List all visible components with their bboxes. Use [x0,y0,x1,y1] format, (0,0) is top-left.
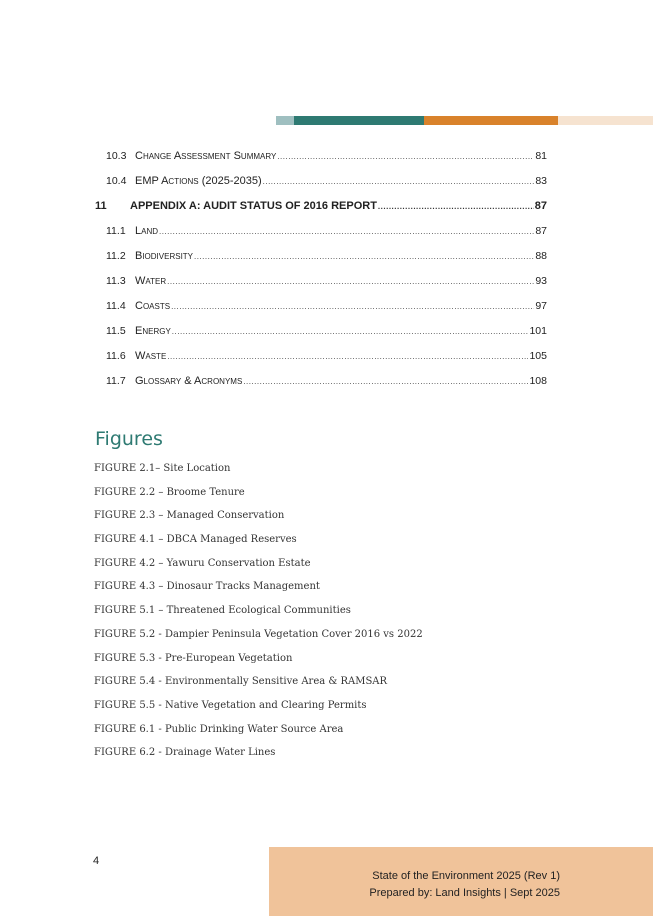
toc-entry-page: 81 [535,150,547,162]
color-bar-segment-light-teal [276,116,294,125]
toc-dot-leader [172,327,529,336]
figure-list-item[interactable]: FIGURE 4.3 – Dinosaur Tracks Management [94,581,320,593]
toc-entry-number: 11.7 [106,375,126,387]
figure-list-item[interactable]: FIGURE 5.5 - Native Vegetation and Clearing Permits [94,699,367,711]
figure-list-item[interactable]: FIGURE 5.1 – Threatened Ecological Communities [94,605,351,617]
toc-entry-number: 11.5 [106,325,126,337]
footer-banner [269,847,653,916]
toc-entry-11[interactable] [95,200,547,225]
toc-entry-title: Change Assessment Summary [135,150,277,162]
toc-entry-title: Water [135,275,167,287]
toc-dot-leader [171,302,534,311]
figures-heading: Figures [95,428,163,450]
toc-entry-title: Coasts [135,300,171,312]
header-color-bar [276,116,653,125]
toc-entry-title: Waste [135,350,167,362]
color-bar-segment-teal [294,116,424,125]
toc-entry-number: 11.3 [106,275,126,287]
color-bar-segment-orange [424,116,558,125]
figure-list-item[interactable]: FIGURE 2.2 – Broome Tenure [94,486,245,498]
toc-entry-title: APPENDIX A: AUDIT STATUS OF 2016 REPORT [130,200,377,212]
figure-list-item[interactable]: FIGURE 5.2 - Dampier Peninsula Vegetation Cover 2016 vs 2022 [94,628,423,640]
toc-dot-leader [167,352,528,361]
toc-entry-title: Biodiversity [135,250,194,262]
toc-entry-page: 97 [535,300,547,312]
toc-entry-number: 10.3 [106,150,127,162]
color-bar-segment-peach [558,116,653,125]
figures-list [94,463,423,771]
toc-entry-title: Land [135,225,159,237]
figure-list-item[interactable]: FIGURE 5.4 - Environmentally Sensitive Area & RAMSAR [94,676,388,688]
toc-entry-10-4[interactable] [95,175,547,200]
toc-entry-11-4[interactable] [95,300,547,325]
toc-dot-leader [378,202,534,211]
toc-entry-number: 11.1 [106,225,126,237]
footer-prepared-by: Prepared by: Land Insights | Sept 2025 [369,887,560,899]
toc-entry-page: 88 [535,250,547,262]
toc-dot-leader [243,377,528,386]
toc-entry-11-6[interactable] [95,350,547,375]
toc-entry-11-5[interactable] [95,325,547,350]
figure-list-item[interactable]: FIGURE 6.1 - Public Drinking Water Source Area [94,723,344,735]
toc-entry-page: 108 [529,375,547,387]
figure-list-item[interactable]: FIGURE 2.3 – Managed Conservation [94,510,285,522]
toc-entry-page: 101 [529,325,547,337]
toc-entry-title: Energy [135,325,171,337]
toc-entry-11-1[interactable] [95,225,547,250]
figure-list-item[interactable]: FIGURE 2.1– Site Location [94,463,231,474]
page-number: 4 [93,855,100,867]
toc-entry-number: 11 [95,200,107,212]
figure-list-item[interactable]: FIGURE 4.1 – DBCA Managed Reserves [94,534,297,546]
figure-list-item[interactable]: FIGURE 6.2 - Drainage Water Lines [94,747,276,759]
toc-entry-11-7[interactable] [95,375,547,400]
toc-entry-page: 93 [535,275,547,287]
toc-entry-page: 105 [529,350,547,362]
toc-dot-leader [263,177,535,186]
toc-dot-leader [194,252,534,261]
toc-entry-number: 11.6 [106,350,126,362]
toc-entry-title: Glossary & Acronyms [135,375,243,387]
toc-entry-title: EMP Actions (2025-2035) [135,175,262,187]
toc-entry-10-3[interactable] [95,150,547,175]
toc-entry-page: 83 [535,175,547,187]
figure-list-item[interactable]: FIGURE 5.3 - Pre-European Vegetation [94,652,293,664]
toc-entry-page: 87 [535,225,547,237]
figure-list-item[interactable]: FIGURE 4.2 – Yawuru Conservation Estate [94,557,311,569]
table-of-contents [95,150,547,400]
toc-entry-number: 10.4 [106,175,127,187]
toc-entry-11-3[interactable] [95,275,547,300]
toc-entry-page: 87 [534,200,547,212]
toc-dot-leader [277,152,534,161]
toc-dot-leader [167,277,534,286]
toc-entry-number: 11.2 [106,250,126,262]
toc-dot-leader [159,227,534,236]
toc-entry-11-2[interactable] [95,250,547,275]
footer-report-title: State of the Environment 2025 (Rev 1) [372,870,560,882]
toc-entry-number: 11.4 [106,300,126,312]
